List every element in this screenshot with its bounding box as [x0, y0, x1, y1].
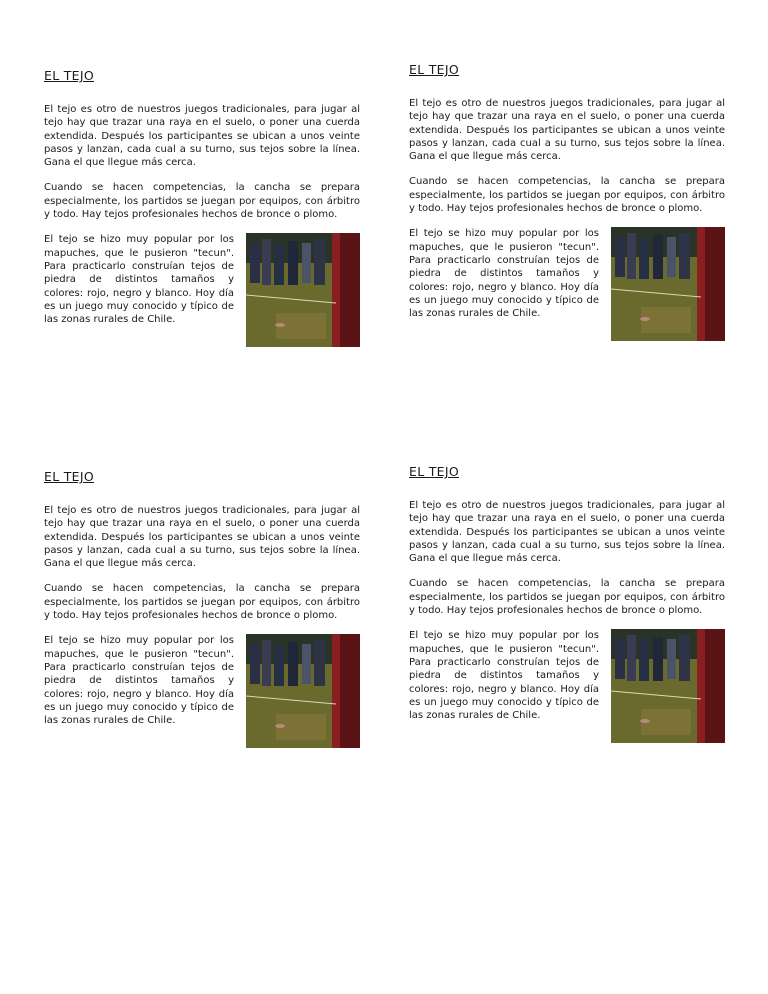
article-paragraph-3: El tejo se hizo muy popular por los mapuches, que le pusieron "tecun". Para practicarlo construían tejos de piedra de distintos tamaños y colores: rojo, negro y blanco. Hoy día es un juego muy conocido y típico de las zonas rurales de Chile.: [44, 234, 234, 326]
tejo-game-photo: [246, 634, 360, 748]
article-block-top-left: [44, 68, 360, 326]
article-text-photo-row: [409, 629, 725, 722]
article-paragraph-3: El tejo se hizo muy popular por los mapuches, que le pusieron "tecun". Para practicarlo construían tejos de piedra de distintos tamaños y colores: rojo, negro y blanco. Hoy día es un juego muy conocido y típico de las zonas rurales de Chile.: [409, 630, 599, 722]
article-title: EL TEJO: [409, 464, 459, 479]
article-paragraph-2: Cuando se hacen competencias, la cancha se prepara especialmente, los partidos se juegan por equipos, con árbitro y todo. Hay tejos profesionales hechos de bronce o plomo.: [409, 176, 725, 215]
tejo-game-photo: [611, 629, 725, 743]
article-title: EL TEJO: [44, 68, 94, 83]
article-block-bottom-right: [409, 464, 725, 722]
article-text-photo-row: [409, 227, 725, 320]
article-paragraph-3: El tejo se hizo muy popular por los mapuches, que le pusieron "tecun". Para practicarlo construían tejos de piedra de distintos tamaños y colores: rojo, negro y blanco. Hoy día es un juego muy conocido y típico de las zonas rurales de Chile.: [409, 228, 599, 320]
article-paragraph-2: Cuando se hacen competencias, la cancha se prepara especialmente, los partidos se juegan por equipos, con árbitro y todo. Hay tejos profesionales hechos de bronce o plomo.: [44, 583, 360, 622]
tejo-game-photo: [246, 233, 360, 347]
article-block-top-right: [409, 62, 725, 320]
article-block-bottom-left: [44, 469, 360, 727]
article-text-photo-row: [44, 233, 360, 326]
tejo-game-photo: [611, 227, 725, 341]
article-paragraph-1: El tejo es otro de nuestros juegos tradicionales, para jugar al tejo hay que trazar una raya en el suelo, o poner una cuerda extendida. Después los participantes se ubican a unos veinte pasos y lanzan, cada cual a su turno, sus tejos sobre la línea. Gana el que llegue más cerca.: [44, 505, 360, 570]
article-paragraph-1: El tejo es otro de nuestros juegos tradicionales, para jugar al tejo hay que trazar una raya en el suelo, o poner una cuerda extendida. Después los participantes se ubican a unos veinte pasos y lanzan, cada cual a su turno, sus tejos sobre la línea. Gana el que llegue más cerca.: [409, 500, 725, 565]
article-paragraph-2: Cuando se hacen competencias, la cancha se prepara especialmente, los partidos se juegan por equipos, con árbitro y todo. Hay tejos profesionales hechos de bronce o plomo.: [44, 182, 360, 221]
article-paragraph-1: El tejo es otro de nuestros juegos tradicionales, para jugar al tejo hay que trazar una raya en el suelo, o poner una cuerda extendida. Después los participantes se ubican a unos veinte pasos y lanzan, cada cual a su turno, sus tejos sobre la línea. Gana el que llegue más cerca.: [409, 98, 725, 163]
article-paragraph-3: El tejo se hizo muy popular por los mapuches, que le pusieron "tecun". Para practicarlo construían tejos de piedra de distintos tamaños y colores: rojo, negro y blanco. Hoy día es un juego muy conocido y típico de las zonas rurales de Chile.: [44, 635, 234, 727]
article-text-photo-row: [44, 634, 360, 727]
article-paragraph-1: El tejo es otro de nuestros juegos tradicionales, para jugar al tejo hay que trazar una raya en el suelo, o poner una cuerda extendida. Después los participantes se ubican a unos veinte pasos y lanzan, cada cual a su turno, sus tejos sobre la línea. Gana el que llegue más cerca.: [44, 104, 360, 169]
article-paragraph-2: Cuando se hacen competencias, la cancha se prepara especialmente, los partidos se juegan por equipos, con árbitro y todo. Hay tejos profesionales hechos de bronce o plomo.: [409, 578, 725, 617]
article-title: EL TEJO: [409, 62, 459, 77]
article-title: EL TEJO: [44, 469, 94, 484]
